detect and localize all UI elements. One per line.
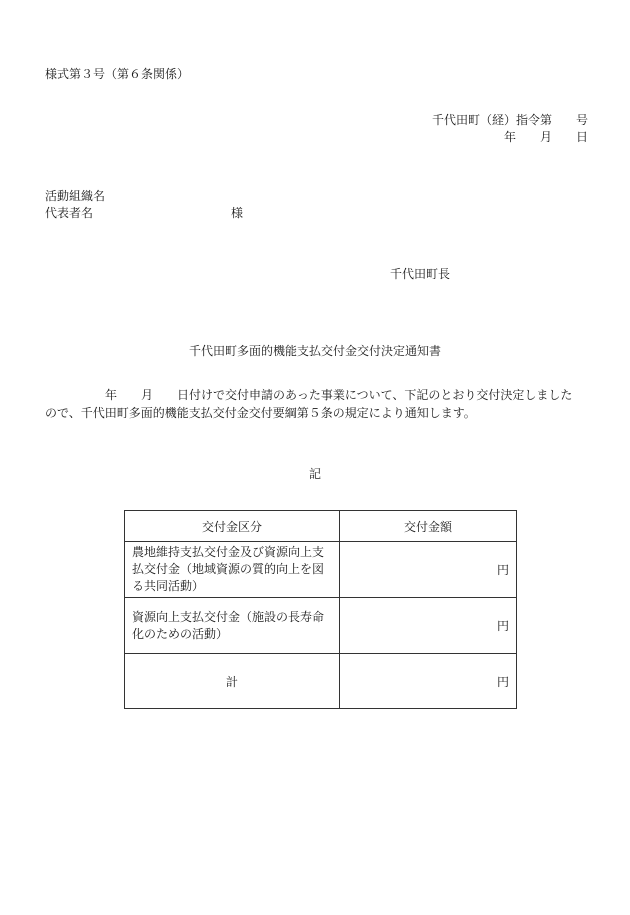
column-header-category: 交付金区分: [125, 511, 340, 542]
category-cell: 農地維持支払交付金及び資源向上支払交付金（地域資源の質的向上を図る共同活動）: [125, 542, 340, 598]
reference-date: 年 月 日: [503, 130, 588, 144]
amount-cell: 円: [340, 598, 517, 654]
total-row: [125, 654, 517, 709]
table-row: [125, 542, 517, 598]
issuer-name: 千代田町長: [390, 267, 451, 281]
body-paragraph: [45, 386, 593, 422]
total-label-cell: 計: [125, 654, 340, 709]
grant-amount-table: [124, 510, 517, 709]
body-line-2: ので、千代田町多面的機能支払交付金交付要綱第５条の規定により通知します。: [45, 406, 476, 420]
recipient-org-label: 活動組織名: [45, 189, 106, 203]
column-header-amount: 交付金額: [340, 511, 517, 542]
document-title: 千代田町多面的機能支払交付金交付決定通知書: [188, 344, 441, 358]
total-amount-cell: 円: [340, 654, 517, 709]
ki-heading: 記: [308, 467, 321, 481]
amount-cell: 円: [340, 542, 517, 598]
table-row: [125, 598, 517, 654]
form-number: 様式第３号（第６条関係）: [45, 67, 190, 81]
recipient-rep-label: 代表者名: [45, 206, 94, 220]
recipient-honorific: 様: [231, 206, 244, 220]
body-line-1: 年 月 日付けで交付申請のあった事業について、下記のとおり交付決定しました: [105, 388, 573, 402]
reference-number: 千代田町（経）指令第 号: [431, 113, 588, 127]
category-cell: 資源向上支払交付金（施設の長寿命化のための活動）: [125, 598, 340, 654]
